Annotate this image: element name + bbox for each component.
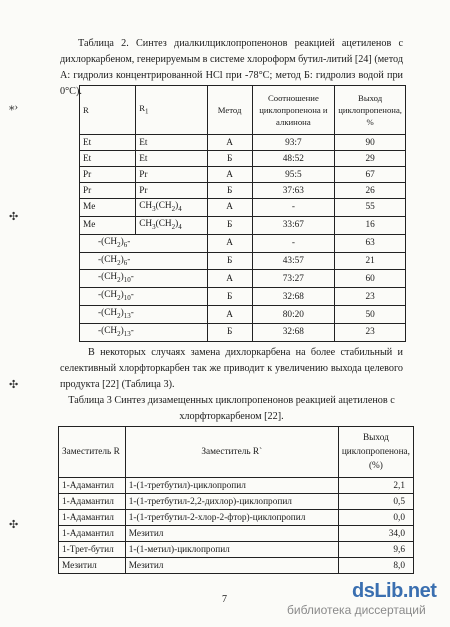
cell-substituent: $-(CH_2)_6-$ [80, 234, 208, 252]
cell-yield: 2,1 [338, 478, 413, 494]
cell-r1: Pr [136, 183, 208, 199]
table-3-caption: Таблица 3 Синтез дизамещенных циклопропенонов реакцией ацетиленов с хлорфторкарбеном [22]. [68, 395, 395, 422]
table-2 [79, 85, 406, 342]
cell-substituent: $-(CH_2)_{10}-$ [80, 270, 208, 288]
cell-substituent-r: 1-Адамантил [59, 510, 126, 526]
table-row [80, 234, 406, 252]
watermark-logo: dsLib.net [352, 580, 437, 602]
cell-yield: 16 [335, 216, 406, 234]
table-header-row [59, 427, 414, 478]
table-row [59, 494, 414, 510]
table-row [80, 199, 406, 217]
table-row [80, 151, 406, 167]
cell-yield: 34,0 [338, 526, 413, 542]
cell-ratio: - [252, 199, 335, 217]
cell-yield: 0,5 [338, 494, 413, 510]
cell-ratio: 93:7 [252, 135, 335, 151]
cell-method: А [207, 306, 252, 324]
cell-yield: 67 [335, 167, 406, 183]
cell-yield: 26 [335, 183, 406, 199]
table-header-row [80, 86, 406, 135]
cell-method: Б [207, 183, 252, 199]
cell-substituent-r2: Мезитил [125, 558, 338, 574]
margin-mark: ⁎› [9, 101, 19, 113]
cell-substituent: $-(CH_2)_{13}-$ [80, 306, 208, 324]
cell-substituent: $-(CH_2)_{13}-$ [80, 324, 208, 342]
cell-yield: 50 [335, 306, 406, 324]
cell-r: Me [80, 216, 136, 234]
watermark-subtitle: библиотека диссертаций [287, 603, 426, 617]
table-2-caption: Таблица 2. Синтез диалкилциклопропенонов реакцией ацетиленов с дихлоркарбеном, генерируемым в системе хлороформ бутил-литий [24] (метод А: гидролиз концентрированной HCl при -78°С; метод Б: гидролиз водой при 0°С). [60, 38, 404, 97]
table-row [80, 216, 406, 234]
cell-ratio: 37:63 [252, 183, 335, 199]
cell-substituent-r: 1-Трет-бутил [59, 542, 126, 558]
table-row [80, 288, 406, 306]
table-row [59, 542, 414, 558]
table-row [80, 324, 406, 342]
cell-substituent-r2: 1-(1-третбутил)-циклопропил [125, 478, 338, 494]
cell-substituent: $-(CH_2)_6-$ [80, 252, 208, 270]
cell-ratio: 80:20 [252, 306, 335, 324]
cell-r: Et [80, 151, 136, 167]
cell-substituent-r2: 1-(1-третбутил-2,2-дихлор)-циклопропил [125, 494, 338, 510]
header-ratio: Соотношение циклопропенона и алкинона [252, 86, 335, 135]
cell-ratio: 95:5 [252, 167, 335, 183]
cell-r1: $CH_3(CH_2)_4$ [136, 216, 208, 234]
header-yield: Выход циклопропенона, % [335, 86, 406, 135]
table-row [59, 478, 414, 494]
cell-ratio: 43:57 [252, 252, 335, 270]
cell-method: Б [207, 151, 252, 167]
cell-method: Б [207, 216, 252, 234]
table-row [80, 135, 406, 151]
cell-yield: 23 [335, 324, 406, 342]
cell-yield: 23 [335, 288, 406, 306]
table-row [59, 558, 414, 574]
table-row [59, 510, 414, 526]
margin-mark: ✣ [9, 379, 19, 391]
cell-r1: Et [136, 151, 208, 167]
table-3-body [59, 478, 414, 574]
margin-mark: ✣ [9, 519, 19, 531]
body-paragraph: В некоторых случаях замена дихлоркарбена на более стабильный и селективный хлорфторкарбен так же приводит к увеличению выхода целевого продукта [22] (Таблица 3). [60, 347, 403, 390]
cell-method: А [207, 234, 252, 252]
header-method: Метод [207, 86, 252, 135]
cell-ratio: 48:52 [252, 151, 335, 167]
cell-yield: 55 [335, 199, 406, 217]
cell-yield: 90 [335, 135, 406, 151]
cell-method: Б [207, 252, 252, 270]
cell-substituent-r: Мезитил [59, 558, 126, 574]
cell-substituent-r2: 1-(1-метил)-циклопропил [125, 542, 338, 558]
header-substituent-r2: Заместитель R` [125, 427, 338, 478]
cell-r: Pr [80, 183, 136, 199]
cell-substituent-r: 1-Адамантил [59, 494, 126, 510]
table-row [80, 183, 406, 199]
cell-substituent-r2: 1-(1-третбутил-2-хлор-2-фтор)-циклопропил [125, 510, 338, 526]
cell-substituent-r: 1-Адамантил [59, 478, 126, 494]
margin-mark: ✣ [9, 211, 19, 223]
header-r1: $R_1$ [136, 86, 208, 135]
header-r: R [80, 86, 136, 135]
table-row [59, 526, 414, 542]
cell-method: А [207, 199, 252, 217]
table-row [80, 252, 406, 270]
table-2-body [80, 135, 406, 342]
cell-r: Me [80, 199, 136, 217]
page-number: 7 [222, 594, 227, 605]
table-row [80, 306, 406, 324]
cell-method: Б [207, 288, 252, 306]
cell-r1: Et [136, 135, 208, 151]
cell-substituent-r2: Мезитил [125, 526, 338, 542]
cell-r: Et [80, 135, 136, 151]
cell-yield: 9,6 [338, 542, 413, 558]
cell-substituent-r: 1-Адамантил [59, 526, 126, 542]
table-row [80, 167, 406, 183]
cell-ratio: 73:27 [252, 270, 335, 288]
cell-r: Pr [80, 167, 136, 183]
cell-yield: 8,0 [338, 558, 413, 574]
cell-yield: 29 [335, 151, 406, 167]
cell-ratio: 33:67 [252, 216, 335, 234]
cell-method: А [207, 270, 252, 288]
cell-yield: 60 [335, 270, 406, 288]
cell-r1: $CH_3(CH_2)_4$ [136, 199, 208, 217]
cell-substituent: $-(CH_2)_{10}-$ [80, 288, 208, 306]
cell-yield: 0,0 [338, 510, 413, 526]
cell-yield: 21 [335, 252, 406, 270]
cell-ratio: 32:68 [252, 324, 335, 342]
cell-method: Б [207, 324, 252, 342]
header-yield: Выход циклопропенона, (%) [338, 427, 413, 478]
header-substituent-r: Заместитель R [59, 427, 126, 478]
cell-r1: Pr [136, 167, 208, 183]
cell-ratio: 32:68 [252, 288, 335, 306]
cell-method: А [207, 167, 252, 183]
table-3 [58, 426, 414, 574]
cell-yield: 63 [335, 234, 406, 252]
cell-ratio: - [252, 234, 335, 252]
cell-method: А [207, 135, 252, 151]
table-row [80, 270, 406, 288]
